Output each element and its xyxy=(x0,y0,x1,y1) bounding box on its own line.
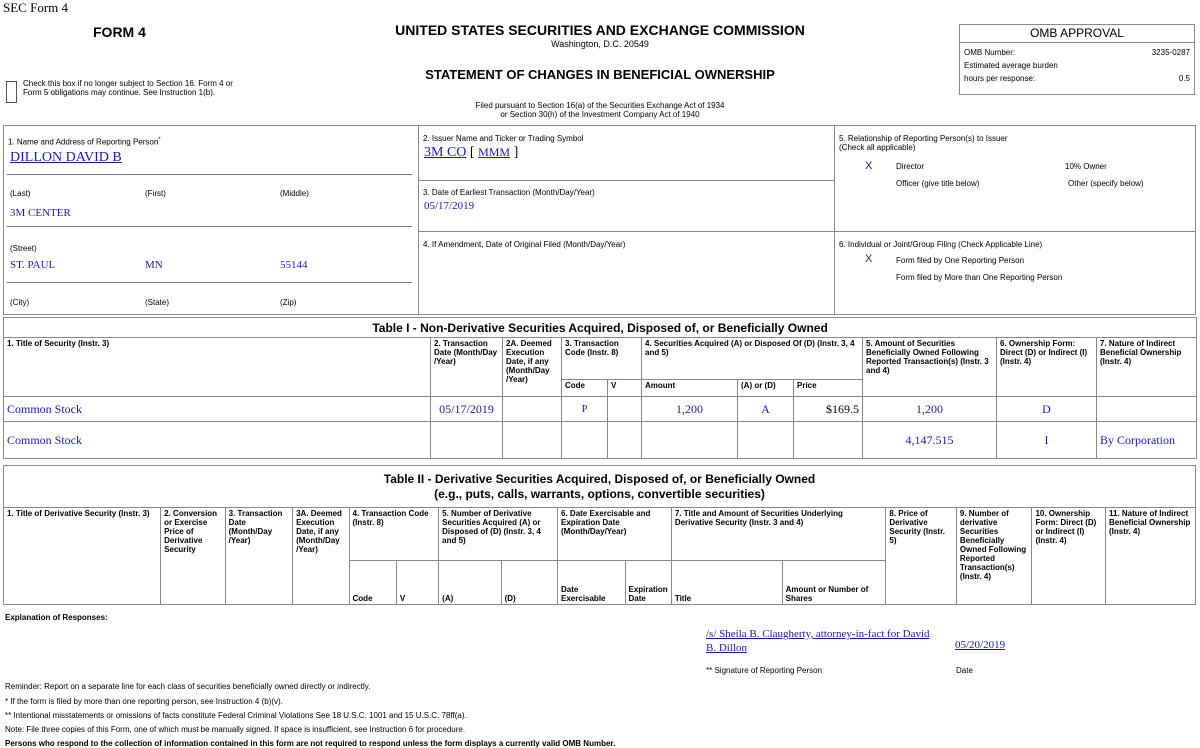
issuer-name-link[interactable]: 3M CO xyxy=(424,145,467,160)
note-reminder: Reminder: Report on a separate line for each class of securities beneficially owned directly or indirectly. xyxy=(5,682,371,691)
t1-header-acquired: 4. Securities Acquired (A) or Disposed Of (D) (Instr. 3, 4 and 5) xyxy=(642,338,863,380)
sec-form-label: SEC Form 4 xyxy=(3,0,69,15)
omb-number: 3235-0287 xyxy=(1151,48,1190,57)
city-label: (City) xyxy=(10,298,30,307)
t2-sub-title: Title xyxy=(671,561,782,605)
street-label: (Street) xyxy=(10,244,37,253)
box1-label: 1. Name and Address of Reporting Person* xyxy=(8,137,161,147)
other-label: Other (specify below) xyxy=(1068,179,1144,188)
deemed-date xyxy=(503,422,562,459)
box5-sublabel: (Check all applicable) xyxy=(839,143,916,152)
t1-header-nature: 7. Nature of Indirect Beneficial Ownership (Instr. 4) xyxy=(1097,338,1197,397)
omb-hours-row xyxy=(964,74,1190,87)
security-title: Common Stock xyxy=(4,397,431,422)
t1-sub-v: V xyxy=(608,380,642,397)
one-person-label: Form filed by One Reporting Person xyxy=(896,256,1025,265)
t2-header-exercisable: 6. Date Exercisable and Expiration Date (Month/Day/Year) xyxy=(558,508,672,561)
filed-pursuant xyxy=(300,101,900,119)
t1-header-date: 2. Transaction Date (Month/Day /Year) xyxy=(431,338,503,397)
t2-sub-date-exercisable: Date Exercisable xyxy=(558,561,625,605)
agency-city: Washington, D.C. 20549 xyxy=(551,39,649,49)
nature-of-ownership xyxy=(1097,397,1197,422)
omb-number-label: OMB Number: xyxy=(964,48,1016,57)
address-city: ST. PAUL xyxy=(10,259,56,271)
t2-sub-d: (D) xyxy=(501,561,557,605)
first-label: (First) xyxy=(145,189,166,198)
issuer-line: 3M CO [ MMM ] xyxy=(424,145,519,160)
officer-label: Officer (give title below) xyxy=(896,179,980,188)
t2-header-number: 5. Number of Derivative Securities Acquired (A) or Disposed of (D) (Instr. 3, 4 and 5) xyxy=(439,508,558,561)
box6-filing xyxy=(834,231,1196,315)
t2-header-title: 1. Title of Derivative Security (Instr. 3) xyxy=(4,508,161,605)
filed-line-2: or Section 30(h) of the Investment Company Act of 1940 xyxy=(500,110,700,119)
t2-header-underlying: 7. Title and Amount of Securities Underlying Derivative Security (Instr. 3 and 4) xyxy=(671,508,886,561)
t1-header-title: 1. Title of Security (Instr. 3) xyxy=(4,338,431,397)
agency-title: UNITED STATES SECURITIES AND EXCHANGE COMMISSION xyxy=(395,22,805,38)
table-1-non-derivative xyxy=(3,317,1197,459)
date-label: Date xyxy=(956,666,973,675)
note-multiple-persons: * If the form is filed by more than one reporting person, see Instruction 4 (b)(v). xyxy=(5,697,283,706)
owned-following: 4,147.515 xyxy=(863,422,997,459)
t1-header-code: 3. Transaction Code (Instr. 8) xyxy=(562,338,642,380)
t1-sub-amount: Amount xyxy=(642,380,738,397)
t2-header-form: 10. Ownership Form: Direct (D) or Indirect (I) (Instr. 4) xyxy=(1032,508,1106,605)
table-row xyxy=(4,397,1197,422)
v-flag xyxy=(608,397,642,422)
t2-sub-expiration: Expiration Date xyxy=(625,561,671,605)
t2-header-price: 8. Price of Derivative Security (Instr. 5) xyxy=(886,508,957,605)
t1-header-owned: 5. Amount of Securities Beneficially Owned Following Reported Transaction(s) (Instr. 3 and 4) xyxy=(863,338,997,397)
ownership-form: D xyxy=(997,397,1097,422)
omb-title: OMB APPROVAL xyxy=(960,25,1194,43)
divider xyxy=(7,226,412,227)
t2-header-conversion: 2. Conversion or Exercise Price of Derivative Security xyxy=(161,508,225,605)
nature-of-ownership: By Corporation xyxy=(1097,422,1197,459)
t2-sub-code: Code xyxy=(349,561,396,605)
t1-header-form: 6. Ownership Form: Direct (D) or Indirect (I) (Instr. 4) xyxy=(997,338,1097,397)
one-person-mark: X xyxy=(865,253,873,265)
t1-header-deemed: 2A. Deemed Execution Date, if any (Month/Day /Year) xyxy=(503,338,562,397)
ownership-form: I xyxy=(997,422,1097,459)
t2-header-code: 4. Transaction Code (Instr. 8) xyxy=(349,508,439,561)
reporting-person-name[interactable]: DILLON DAVID B xyxy=(10,150,122,165)
amount: 1,200 xyxy=(642,397,738,422)
t1-sub-price: Price xyxy=(794,380,863,397)
form-title: FORM 4 xyxy=(93,24,146,40)
box6-label: 6. Individual or Joint/Group Filing (Check Applicable Line) xyxy=(839,240,1043,249)
middle-label: (Middle) xyxy=(280,189,309,198)
director-mark: X xyxy=(865,160,873,172)
signature-link[interactable]: /s/ Sheila B. Claugherty, attorney-in-fact for David B. Dillon xyxy=(706,628,930,654)
box2-issuer xyxy=(418,125,835,181)
filed-line-1: Filed pursuant to Section 16(a) of the Securities Exchange Act of 1934 xyxy=(475,101,725,110)
statement-title: STATEMENT OF CHANGES IN BENEFICIAL OWNERSHIP xyxy=(425,67,775,82)
ten-percent-owner-label: 10% Owner xyxy=(1065,162,1107,171)
table-1-title: Table I - Non-Derivative Securities Acquired, Disposed of, or Beneficially Owned xyxy=(4,318,1197,338)
omb-hours-label: hours per response: xyxy=(964,74,1036,83)
t2-sub-v: V xyxy=(396,561,438,605)
box4-label: 4. If Amendment, Date of Original Filed (Month/Day/Year) xyxy=(423,240,626,249)
note-omb-notice: Persons who respond to the collection of information contained in this form are not required to respond unless the form displays a currently valid OMB Number. xyxy=(5,739,616,748)
box5-relationship xyxy=(834,125,1196,232)
t1-sub-aord: (A) or (D) xyxy=(738,380,794,397)
transaction-code: P xyxy=(562,397,608,422)
state-label: (State) xyxy=(145,298,170,307)
earliest-transaction-date: 05/17/2019 xyxy=(424,200,475,212)
omb-hours: 0.5 xyxy=(1178,74,1190,83)
address-state: MN xyxy=(145,259,163,271)
transaction-code xyxy=(562,422,608,459)
box5-label: 5. Relationship of Reporting Person(s) to Issuer xyxy=(839,134,1008,143)
box4-amendment xyxy=(418,231,835,315)
note-misstatements: ** Intentional misstatements or omissions of facts constitute Federal Criminal Violations See 18 U.S.C. 1001 and 15 U.S.C. 78ff(a). xyxy=(5,711,467,720)
table-2-subtitle: (e.g., puts, calls, warrants, options, convertible securities) xyxy=(434,486,765,501)
last-label: (Last) xyxy=(10,189,31,198)
transaction-date xyxy=(431,422,503,459)
zip-label: (Zip) xyxy=(280,298,297,307)
price: $169.5 xyxy=(794,397,863,422)
table-row xyxy=(4,422,1197,459)
divider xyxy=(7,282,412,283)
omb-number-row xyxy=(964,48,1190,61)
acquired-disposed xyxy=(738,422,794,459)
t2-header-deemed: 3A. Deemed Execution Date, if any (Month/Day /Year) xyxy=(293,508,349,605)
acquired-disposed: A xyxy=(738,397,794,422)
ticker-link[interactable]: MMM xyxy=(478,145,511,159)
more-persons-label: Form filed by More than One Reporting Person xyxy=(896,273,1063,282)
transaction-date: 05/17/2019 xyxy=(431,397,503,422)
box1-reporting-person xyxy=(3,125,419,315)
t2-sub-amount: Amount or Number of Shares xyxy=(782,561,886,605)
box3-earliest-transaction xyxy=(418,180,835,232)
omb-burden-label: Estimated average burden xyxy=(964,61,1058,70)
box2-label: 2. Issuer Name and Ticker or Trading Symbol xyxy=(423,134,584,143)
price xyxy=(794,422,863,459)
v-flag xyxy=(608,422,642,459)
signature-date: 05/20/2019 xyxy=(955,639,1006,651)
address-zip: 55144 xyxy=(280,259,308,271)
t2-header-date: 3. Transaction Date (Month/Day /Year) xyxy=(225,508,292,605)
section16-checkbox[interactable] xyxy=(6,81,17,103)
amount xyxy=(642,422,738,459)
divider xyxy=(7,174,412,175)
box3-label: 3. Date of Earliest Transaction (Month/Day/Year) xyxy=(423,188,595,197)
table-2-title xyxy=(4,466,1196,508)
note-three-copies: Note: File three copies of this Form, one of which must be manually signed. If space is insufficient, see Instruction 6 for procedure. xyxy=(5,725,466,734)
omb-approval-box xyxy=(959,24,1195,95)
t2-sub-a: (A) xyxy=(439,561,501,605)
explanation-label: Explanation of Responses: xyxy=(5,613,108,622)
section16-checkbox-label: Check this box if no longer subject to Section 16. Form 4 or Form 5 obligations may continue. See Instruction 1(b). xyxy=(23,79,233,97)
deemed-date xyxy=(503,397,562,422)
t2-header-number-owned: 9. Number of derivative Securities Beneficially Owned Following Reported Transaction(s) (Instr. 4) xyxy=(956,508,1032,605)
table-2-derivative xyxy=(3,465,1196,605)
table-2-title-line: Table II - Derivative Securities Acquired, Disposed of, or Beneficially Owned xyxy=(383,471,816,486)
address-street: 3M CENTER xyxy=(10,207,71,219)
t1-sub-code: Code xyxy=(562,380,608,397)
director-label: Director xyxy=(896,162,925,171)
t2-header-nature: 11. Nature of Indirect Beneficial Ownership (Instr. 4) xyxy=(1105,508,1195,605)
signature-label: ** Signature of Reporting Person xyxy=(706,666,823,675)
security-title: Common Stock xyxy=(4,422,431,459)
owned-following: 1,200 xyxy=(863,397,997,422)
